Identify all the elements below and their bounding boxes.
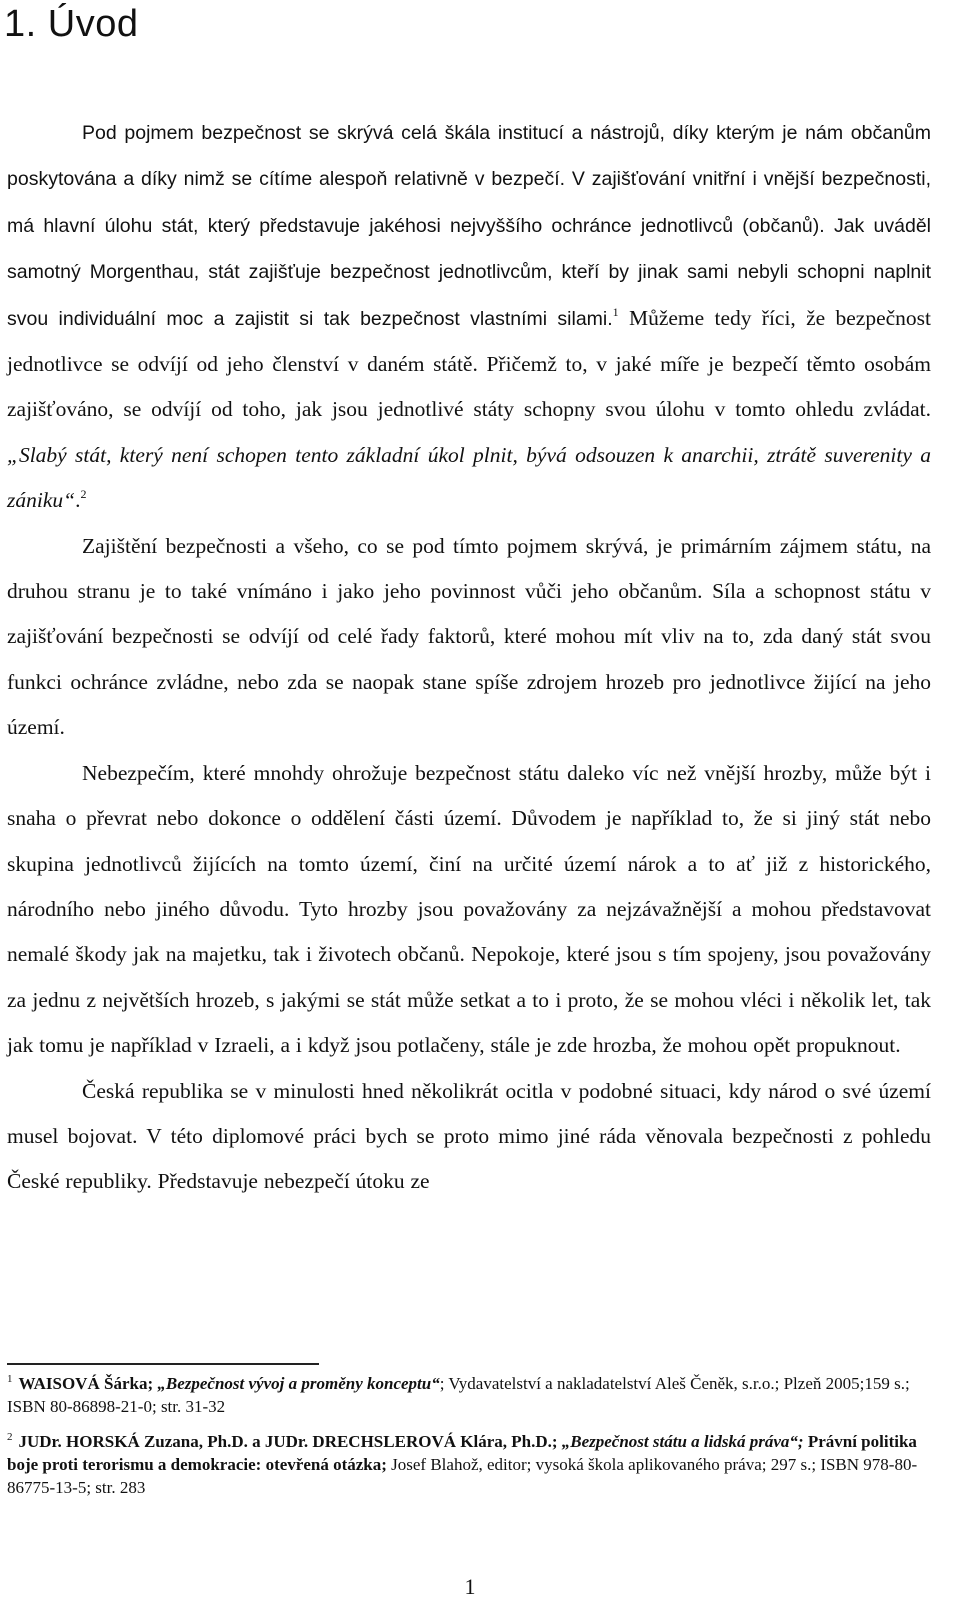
footnote-1 (7, 1372, 931, 1418)
chapter-heading: 1. Úvod (4, 3, 139, 45)
footnote-2 (7, 1430, 931, 1499)
paragraph-1-part-3: Můžeme tedy říci, že bezpečnost jednotlivce se odvíjí od jeho členství v daném státě. (7, 305, 931, 377)
footnote-1-author: WAISOVÁ Šárka; (18, 1374, 154, 1393)
footnote-2-details: Josef Blahož, editor; vysoká škola aplikovaného práva; 297 s.; ISBN 978-80-86775-13-5; str. 283 (7, 1455, 918, 1497)
footnote-2-number: 2 (7, 1431, 13, 1443)
footnote-2-subtitle: Právní politika boje proti terorismu a demokracie: otevřená otázka; (7, 1432, 917, 1474)
footnote-1-title: „Bezpečnost vývoj a proměny konceptu“ (157, 1374, 440, 1393)
footnote-ref-2[interactable]: 2 (80, 487, 87, 502)
paragraph-1 (7, 110, 931, 524)
footnote-divider (7, 1363, 319, 1365)
footnotes (7, 1372, 931, 1511)
paragraph-1-end: . (75, 488, 81, 513)
paragraph-2: Zajištění bezpečnosti a všeho, co se pod tímto pojmem skrývá, je primárním zájmem státu, na druhou stranu je to také vnímáno i jako jeho povinnost vůči jeho občanům. Síla a schopnost státu v zajišťování bezpečnosti se odvíjí od celé řady faktorů, které mohou mít vliv na to, zda daný stát svou funkci ochránce zvládne, nebo zda se naopak stane spíše zdrojem hrozeb pro jednotlivce žijící na jeho území. (7, 533, 931, 740)
quotation: „Slabý stát, který není schopen tento základní úkol plnit, bývá odsouzen k anarchii, ztrátě suverenity a zániku“ (7, 442, 931, 513)
paragraph-1-part-4: Přičemž to, v jaké míře je bezpečí těmto osobám zajišťováno, se odvíjí od toho, jak jsou jednotlivé státy schopny svou úlohu v tomto ohledu zvládat. (7, 352, 931, 422)
paragraph-3: Nebezpečím, které mnohdy ohrožuje bezpečnost státu daleko víc než vnější hrozby, může být i snaha o převrat nebo dokonce o oddělení části území. Důvodem je například to, že si jiný stát nebo skupina jednotlivců žijících na tomto území, činí na určité území nárok a to ať již z historického, národního nebo jiného důvodu. Tyto hrozby jsou považovány za nejzávažnější a mohou představovat nemalé škody jak na majetku, tak i životech občanů. Nepokoje, které jsou s tím spojeny, jsou považovány za jednu z největších hrozeb, s jakými se stát může setkat a to i proto, že se mohou vléci i několik let, tak jak tomu je například v Izraeli, a i když jsou potlačeny, stále je zde hrozba, že mohou opět propuknout. (7, 760, 931, 1058)
footnote-2-title: „Bezpečnost státu a lidská práva“; (561, 1432, 804, 1451)
footnote-1-details: ; Vydavatelství a nakladatelství Aleš Čeněk, s.r.o.; Plzeň 2005;159 s.; ISBN 80-86898-21-0; str. 31-32 (7, 1374, 910, 1416)
body-text (7, 110, 931, 1205)
paragraph-4: Česká republika se v minulosti hned několikrát ocitla v podobné situaci, kdy národ o své území musel bojovat. V této diplomové práci bych se proto mimo jiné ráda věnovala bezpečnosti z pohledu České republiky. Představuje nebezpečí útoku ze (7, 1078, 931, 1194)
footnote-ref-1[interactable]: 1 (612, 304, 619, 319)
footnote-2-author: JUDr. HORSKÁ Zuzana, Ph.D. a JUDr. DRECHSLEROVÁ Klára, Ph.D.; (18, 1432, 558, 1451)
page-number: 1 (464, 1574, 476, 1599)
paragraph-1-part-1: Pod pojmem bezpečnost se skrývá celá škála institucí a nástrojů, díky kterým je nám občanům poskytována a díky nimž se cítíme alespoň relativně v bezpečí. V zajišťování vnitřní i vnější bezpečnosti, má hlavní úlohu stát, který představuje jakéhosi nejvyššího ochránce jednotlivců (občanů). (7, 122, 931, 237)
paragraph-1-part-2: Jak uváděl samotný Morgenthau, stát zajišťuje bezpečnost jednotlivcům, kteří by jinak sami nebyli schopni naplnit svou individuální moc a zajistit si tak bezpečnost vlastními silami. (7, 214, 931, 330)
footnote-1-number: 1 (7, 1373, 13, 1385)
